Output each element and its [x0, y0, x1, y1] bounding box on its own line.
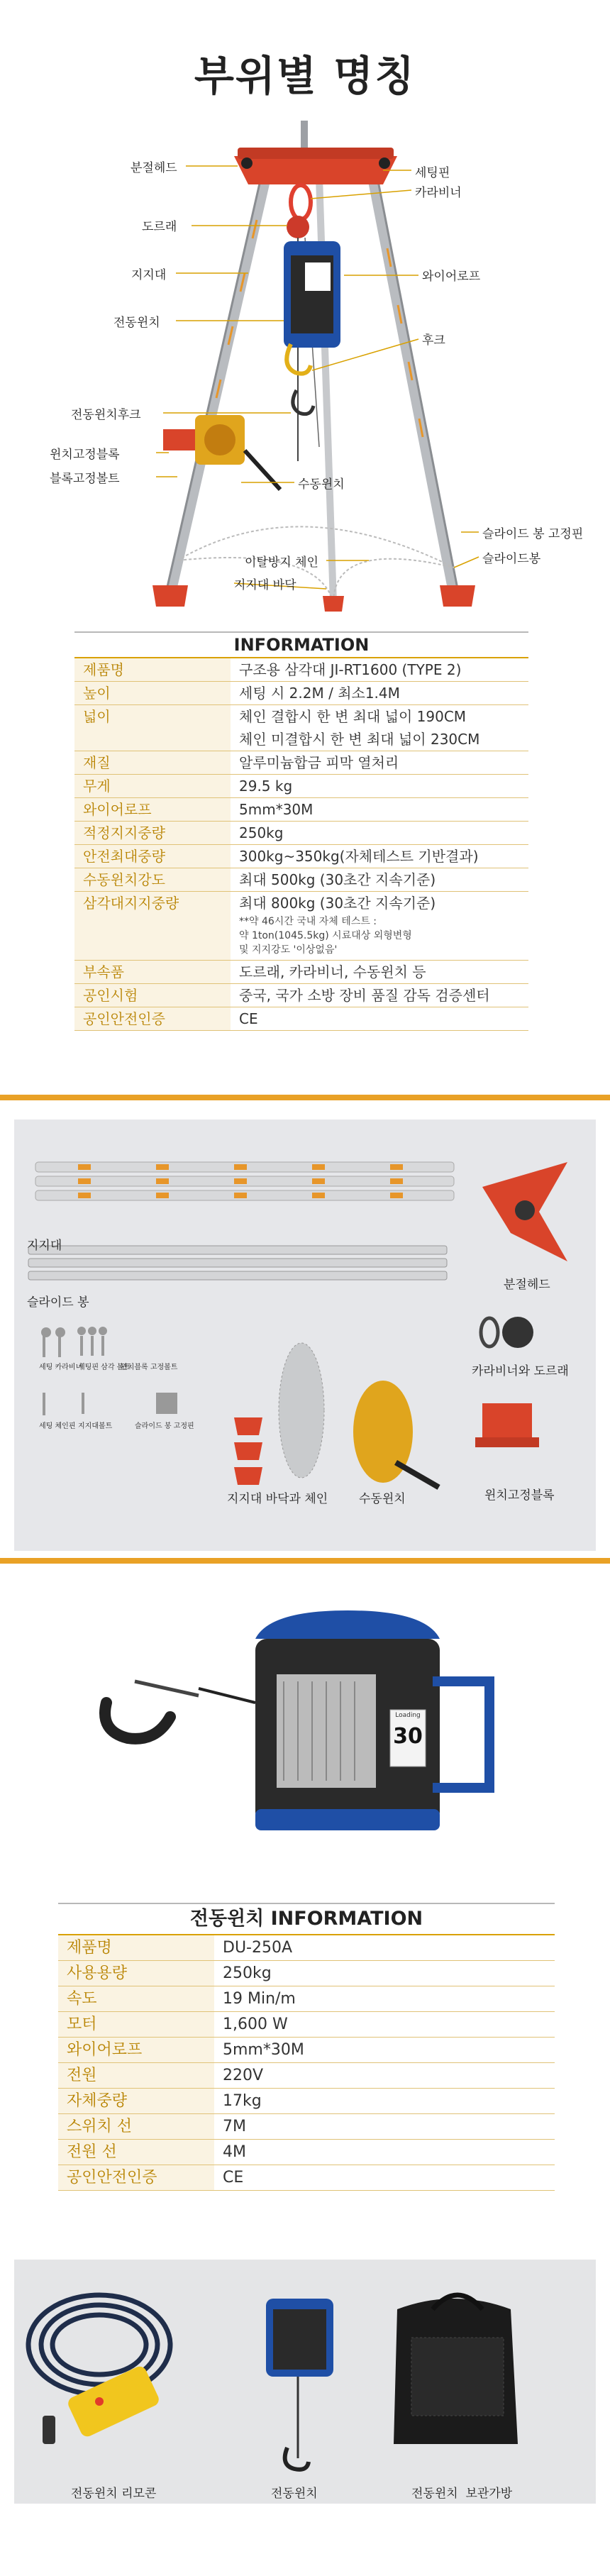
spec-value-line: 19 Min/m: [223, 1990, 296, 2008]
callout-pulley: 도르래: [142, 220, 177, 234]
label-small-0: 세팅 카라비너: [39, 1364, 83, 1371]
spec-key: 넓이: [74, 705, 231, 751]
spec-value-line: 체인 미결합시 한 변 최대 넓이 230CM: [239, 731, 480, 748]
spec-value: [231, 984, 528, 1007]
spec-value: [214, 2089, 555, 2113]
spec-value: [231, 658, 528, 681]
section-divider: [0, 1558, 610, 1564]
label-manual-winch: 수동윈치: [359, 1492, 406, 1506]
callout-wire-rope: 와이어로프: [422, 270, 481, 284]
spec-value: [231, 798, 528, 821]
spec-value: [231, 892, 528, 960]
accessories-panel: [14, 2260, 596, 2504]
spec-key: 적정지지중량: [74, 822, 231, 844]
label-slide-bar: 슬라이드 봉: [27, 1295, 89, 1310]
callout-electric-winch-hook: 전동윈치후크: [71, 408, 141, 422]
callout-winch-fixing-block: 윈치고정블록: [50, 448, 120, 462]
winch-info-table: [58, 1903, 555, 2191]
spec-value: [214, 2063, 555, 2088]
capacity-badge-top: Loading: [395, 1712, 421, 1719]
spec-note-line: **약 46시간 국내 자체 테스트 :: [239, 916, 377, 927]
spec-key: 공인안전인증: [58, 2165, 214, 2190]
callout-block-fixing-bolt: 블록고정볼트: [50, 472, 120, 486]
spec-value-line: 250kg: [223, 1964, 272, 1982]
tripod-diagram: [0, 106, 610, 624]
electric-winch-illustration: [92, 1596, 518, 1852]
spec-note-line: 및 지지강도 '이상없음': [239, 944, 338, 956]
spec-row: [58, 1961, 555, 1986]
spec-value: [231, 868, 528, 891]
label-small-5: 슬라이드 봉 고정핀: [135, 1422, 194, 1430]
callout-electric-winch: 전동윈치: [113, 316, 160, 330]
spec-row: [74, 751, 528, 775]
spec-value-line: 5mm*30M: [239, 801, 314, 818]
spec-value-line: DU-250A: [223, 1939, 293, 1957]
components-panel: [14, 1120, 596, 1551]
spec-value-line: 1,600 W: [223, 2016, 288, 2033]
spec-row: [58, 1986, 555, 2012]
spec-row: [74, 961, 528, 984]
spec-value-line: 17kg: [223, 2092, 262, 2110]
info-rows: [74, 658, 528, 1031]
spec-value-line: 최대 500kg (30초간 지속기준): [239, 871, 436, 888]
callout-leg-bottom: 지지대 바닥: [234, 578, 296, 592]
spec-key: 무게: [74, 775, 231, 797]
callout-anti-separation-chain: 이탈방지 체인: [245, 555, 318, 570]
spec-key: 삼각대지지중량: [74, 892, 231, 960]
spec-value: [231, 1007, 528, 1030]
spec-row: [58, 2038, 555, 2063]
spec-row: [58, 1935, 555, 1961]
spec-row: [74, 798, 528, 822]
spec-key: 자체중량: [58, 2089, 214, 2113]
label-bag: 전동윈치 보관가방: [411, 2487, 513, 2501]
callout-hook: 후크: [422, 333, 445, 348]
spec-row: [58, 2165, 555, 2191]
spec-key: 와이어로프: [74, 798, 231, 821]
spec-row: [74, 658, 528, 682]
spec-value-line: 300kg~350kg(자체테스트 기반결과): [239, 848, 479, 865]
spec-value: [214, 1935, 555, 1960]
spec-value: [231, 822, 528, 844]
label-winch-block: 윈치고정블록: [484, 1488, 555, 1503]
spec-row: [58, 2063, 555, 2089]
info-table: [74, 631, 528, 1031]
callout-slide-bar: 슬라이드봉: [482, 552, 541, 566]
spec-key: 수동윈치강도: [74, 868, 231, 891]
section-divider: [0, 1095, 610, 1100]
spec-value-line: CE: [239, 1010, 258, 1027]
spec-value-line: 중국, 국가 소방 장비 품질 감독 검증센터: [239, 987, 490, 1004]
spec-value-line: 250kg: [239, 824, 284, 841]
page-title: 부위별 명칭: [194, 52, 416, 100]
spec-value-line: 구조용 삼각대 JI-RT1600 (TYPE 2): [239, 661, 462, 678]
spec-value: [231, 682, 528, 704]
spec-key: 제품명: [74, 658, 231, 681]
callout-manual-winch: 수동윈치: [298, 477, 345, 492]
label-small-3: 세팅 체인핀: [39, 1422, 76, 1430]
label-winch: 전동윈치: [271, 2487, 318, 2501]
spec-value-line: 220V: [223, 2067, 264, 2084]
spec-value: [231, 961, 528, 983]
label-head: 분절헤드: [504, 1278, 550, 1292]
capacity-badge: 30: [393, 1724, 423, 1749]
label-small-2: 윈치블록 고정볼트: [121, 1364, 178, 1371]
spec-key: 안전최대중량: [74, 845, 231, 868]
spec-value-line: 체인 결합시 한 변 최대 넓이 190CM: [239, 708, 467, 725]
spec-row: [58, 2012, 555, 2038]
callout-slide-bar-fixing-pin: 슬라이드 봉 고정핀: [482, 527, 584, 541]
winch-info-title: 전동윈치 INFORMATION: [58, 1903, 555, 1935]
spec-key: 공인안전인증: [74, 1007, 231, 1030]
spec-value-line: 최대 800kg (30초간 지속기준): [239, 895, 436, 912]
tripod-illustration: [0, 106, 610, 624]
spec-row: [58, 2114, 555, 2140]
spec-row: [58, 2140, 555, 2165]
spec-value-line: 7M: [223, 2118, 246, 2135]
spec-key: 높이: [74, 682, 231, 704]
spec-note-line: 약 1ton(1045.5kg) 시료대상 외형변형: [239, 930, 412, 941]
spec-row: [74, 984, 528, 1007]
spec-value-line: 도르래, 카라비너, 수동윈치 등: [239, 963, 426, 980]
spec-key: 공인시험: [74, 984, 231, 1007]
spec-key: 속도: [58, 1986, 214, 2011]
label-remote: 전동윈치 리모콘: [71, 2487, 157, 2501]
spec-key: 사용용량: [58, 1961, 214, 1986]
label-bottom-chain: 지지대 바닥과 체인: [227, 1492, 328, 1506]
label-small-1: 세팅핀 삼각 볼트: [78, 1364, 131, 1371]
spec-key: 전원 선: [58, 2140, 214, 2165]
spec-value: [231, 845, 528, 868]
spec-key: 전원: [58, 2063, 214, 2088]
spec-key: 모터: [58, 2012, 214, 2037]
label-carabiner-pulley: 카라비너와 도르래: [472, 1364, 569, 1378]
spec-row: [74, 892, 528, 961]
label-leg: 지지대: [27, 1239, 62, 1253]
spec-row: [58, 2089, 555, 2114]
spec-value: [214, 2114, 555, 2139]
spec-value-line: 29.5 kg: [239, 778, 293, 795]
spec-value-line: 4M: [223, 2143, 246, 2161]
callout-leg: 지지대: [131, 268, 167, 282]
spec-key: 제품명: [58, 1935, 214, 1960]
spec-value: [231, 775, 528, 797]
spec-row: [74, 682, 528, 705]
spec-row: [74, 775, 528, 798]
spec-value: [231, 751, 528, 774]
spec-value: [214, 2038, 555, 2062]
spec-row: [74, 822, 528, 845]
spec-key: 와이어로프: [58, 2038, 214, 2062]
spec-value: [214, 2140, 555, 2165]
spec-value-line: 5mm*30M: [223, 2041, 304, 2059]
winch-info-rows: [58, 1935, 555, 2191]
spec-key: 재질: [74, 751, 231, 774]
spec-value-line: CE: [223, 2169, 244, 2187]
spec-row: [74, 845, 528, 868]
accessories-illustration: [14, 2260, 596, 2504]
spec-row: [74, 868, 528, 892]
spec-value-line: 알루미늄합금 피막 열처리: [239, 754, 399, 771]
spec-row: [74, 1007, 528, 1031]
spec-key: 부속품: [74, 961, 231, 983]
spec-row: [74, 705, 528, 751]
spec-value-line: 세팅 시 2.2M / 최소1.4M: [239, 685, 400, 702]
spec-key: 스위치 선: [58, 2114, 214, 2139]
spec-value: [231, 705, 528, 751]
spec-value: [214, 2165, 555, 2190]
info-title: INFORMATION: [74, 631, 528, 658]
spec-value: [214, 2012, 555, 2037]
callout-setting-pin: 세팅핀: [415, 166, 450, 180]
electric-winch-image: [92, 1596, 518, 1852]
spec-value: [214, 1961, 555, 1986]
callout-carabiner: 카라비너: [415, 186, 462, 200]
label-small-4: 지지대볼트: [78, 1422, 113, 1430]
callout-bunjeol-head: 분절헤드: [131, 161, 177, 175]
spec-value: [214, 1986, 555, 2011]
